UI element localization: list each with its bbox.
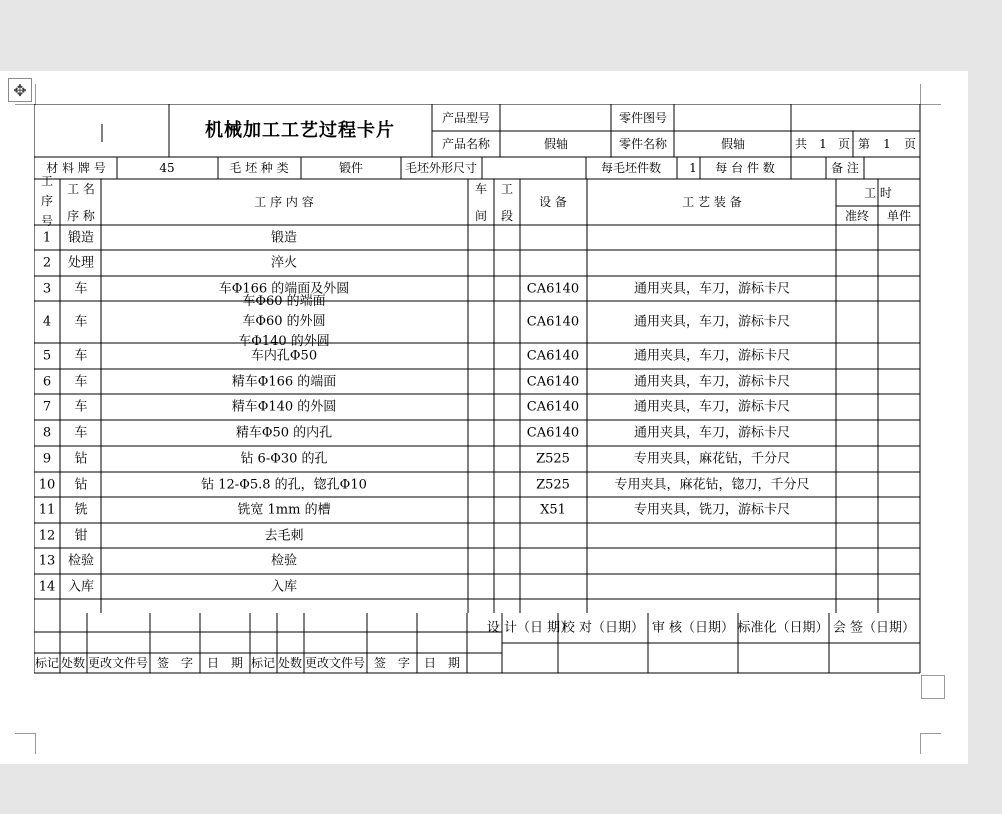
operation-content: 锻造 [270, 230, 298, 245]
operation-equipment: CA6140 [526, 348, 580, 364]
product-name-value: 假轴 [543, 137, 569, 151]
page-current-value: 1 [883, 137, 891, 151]
operation-number: 13 [38, 553, 56, 569]
operation-content: 钻 12-Φ5.8 的孔，锪孔Φ10 [201, 477, 367, 492]
operation-number: 2 [42, 255, 52, 271]
operation-content: 车Φ166 的端面及外圆 [218, 281, 350, 296]
operation-content: 车Φ60 的端面 车Φ60 的外圆 车Φ140 的外圆 [238, 294, 330, 349]
card-title: 机械加工工艺过程卡片 [205, 120, 395, 141]
operation-name: 车 [74, 348, 88, 364]
operation-number: 11 [38, 502, 56, 518]
column-equipment-header: 设 备 [539, 195, 567, 209]
crop-mark-bottom-left [15, 733, 36, 754]
approval-label: 标准化（日期） [737, 620, 829, 636]
operation-tooling: 通用夹具，车刀，游标卡尺 [633, 281, 791, 296]
revision-label: 处数 [60, 656, 86, 670]
column-seq-header: 工 序 号 [40, 174, 54, 228]
column-name-header-bottom: 序 称 [67, 209, 95, 223]
page-total-label: 共 [794, 137, 808, 151]
column-workshop-header-bottom: 间 [474, 209, 488, 223]
table-move-handle-icon[interactable]: ✥ [8, 78, 32, 102]
revision-label: 处数 [277, 656, 303, 670]
material-grade-label: 材 料 牌 号 [46, 161, 106, 175]
operation-equipment: CA6140 [526, 374, 580, 389]
column-section-header-top: 工 [500, 182, 514, 196]
crop-mark-bottom-right [920, 733, 941, 754]
operation-name: 车 [74, 281, 88, 296]
operation-number: 7 [42, 399, 52, 415]
operation-name: 车 [74, 425, 88, 441]
blank-type-value: 锻件 [338, 161, 364, 175]
operation-name: 车 [74, 314, 88, 330]
operation-name: 钳 [74, 528, 88, 543]
revision-label: 日 期 [423, 656, 461, 670]
operation-tooling: 通用夹具，车刀，游标卡尺 [633, 399, 791, 415]
operation-equipment: X51 [540, 502, 566, 518]
revision-label: 签 字 [156, 656, 194, 670]
operation-tooling: 通用夹具，车刀，游标卡尺 [633, 374, 791, 389]
operation-equipment: Z525 [536, 477, 570, 492]
operation-name: 钻 [74, 451, 88, 467]
crop-mark-top-right [920, 84, 941, 105]
column-prep-header: 准终 [844, 209, 870, 223]
per-blank-value: 1 [689, 161, 697, 175]
operation-content: 车内孔Φ50 [250, 348, 318, 364]
per-blank-label: 每毛坯件数 [600, 161, 662, 175]
operation-name: 车 [74, 374, 88, 389]
column-name-header-top: 工 名 [67, 182, 95, 196]
operation-content: 铣宽 1mm 的槽 [237, 502, 331, 518]
operation-name: 车 [74, 399, 88, 415]
operation-tooling: 专用夹具，麻花钻，锪刀，千分尺 [614, 477, 810, 492]
operation-equipment: CA6140 [526, 399, 580, 415]
operation-number: 3 [42, 281, 52, 296]
revision-label: 签 字 [373, 656, 411, 670]
operation-tooling: 通用夹具，车刀，游标卡尺 [633, 314, 791, 330]
operation-number: 8 [42, 425, 52, 441]
operation-number: 4 [42, 314, 52, 330]
operation-content: 精车Φ140 的外圆 [231, 399, 337, 415]
column-content-header: 工 序 内 容 [254, 195, 314, 209]
column-hours-header: 工 时 [864, 186, 892, 200]
product-name-label: 产品名称 [441, 137, 491, 151]
operation-number: 12 [38, 528, 56, 543]
operation-name: 处理 [67, 255, 95, 271]
remarks-label: 备 注 [831, 161, 859, 175]
operation-tooling: 通用夹具，车刀，游标卡尺 [633, 348, 791, 364]
operation-equipment: CA6140 [526, 281, 580, 296]
product-model-label: 产品型号 [441, 111, 491, 125]
process-card-table [34, 104, 921, 674]
column-workshop-header-top: 车 [474, 182, 488, 196]
operation-content: 入库 [270, 579, 298, 594]
per-unit-label: 每 台 件 数 [715, 161, 775, 175]
operation-name: 入库 [67, 579, 95, 594]
operation-name: 锻造 [67, 230, 95, 245]
part-name-label: 零件名称 [618, 137, 668, 151]
approval-label: 会 签（日期） [832, 620, 916, 636]
part-drawing-label: 零件图号 [618, 111, 668, 125]
page-current-unit: 页 [903, 137, 917, 151]
operation-equipment: Z525 [536, 451, 570, 467]
operation-tooling: 通用夹具，车刀，游标卡尺 [633, 425, 791, 441]
part-name-value: 假轴 [720, 137, 746, 151]
operation-content: 淬火 [270, 255, 298, 271]
column-tooling-header: 工 艺 装 备 [682, 195, 742, 209]
page-total-unit: 页 [837, 137, 851, 151]
operation-content: 检验 [270, 553, 298, 569]
approval-label: 设 计（日 期） [486, 620, 574, 636]
revision-label: 日 期 [206, 656, 244, 670]
operation-content: 精车Φ50 的内孔 [235, 425, 333, 441]
operation-number: 9 [42, 451, 52, 467]
blank-type-label: 毛 坯 种 类 [229, 161, 289, 175]
operation-number: 10 [38, 477, 56, 492]
revision-label: 标记 [250, 656, 276, 670]
operation-name: 铣 [74, 502, 88, 518]
table-resize-handle[interactable] [921, 675, 945, 699]
operation-tooling: 专用夹具，麻花钻，千分尺 [633, 451, 791, 467]
operation-number: 5 [42, 348, 52, 364]
operation-name: 钻 [74, 477, 88, 492]
operation-content: 精车Φ166 的端面 [231, 374, 337, 389]
operation-number: 6 [42, 374, 52, 389]
column-unit-header: 单件 [886, 209, 912, 223]
operation-tooling: 专用夹具，铣刀，游标卡尺 [633, 502, 791, 518]
column-section-header-bottom: 段 [500, 209, 514, 223]
operation-equipment: CA6140 [526, 425, 580, 441]
page-current-label: 第 [857, 137, 871, 151]
approval-label: 审 核（日期） [651, 620, 735, 636]
operation-number: 14 [38, 579, 56, 594]
operation-name: 检验 [67, 553, 95, 569]
revision-label: 标记 [34, 656, 60, 670]
operation-equipment: CA6140 [526, 314, 580, 330]
operation-content: 钻 6-Φ30 的孔 [240, 451, 328, 467]
approval-label: 校 对（日期） [561, 620, 645, 636]
blank-size-label: 毛坯外形尺寸 [404, 161, 478, 175]
revision-label: 更改文件号 [87, 656, 149, 670]
operation-content: 去毛刺 [264, 528, 304, 543]
operation-number: 1 [42, 230, 52, 245]
material-grade-value: 45 [159, 161, 175, 175]
revision-label: 更改文件号 [304, 656, 366, 670]
page-total-value: 1 [819, 137, 827, 151]
